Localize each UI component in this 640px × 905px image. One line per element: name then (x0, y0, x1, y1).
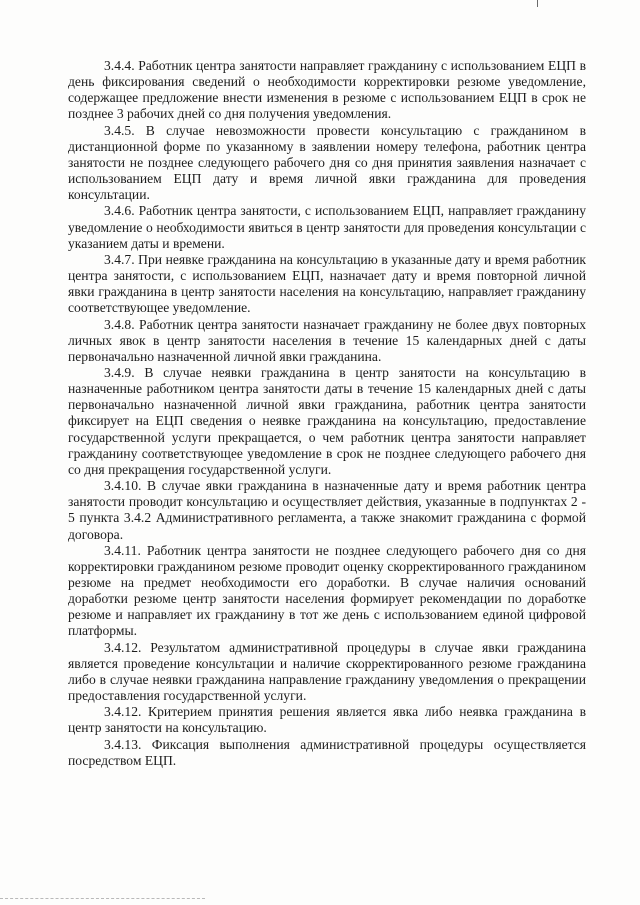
paragraph-3-4-5: 3.4.5. В случае невозможности провести консультацию с гражданином в дистанционной форме по указанному в заявлении номеру телефона, работник центра занятости не позднее следующего рабочего дня со дня принятия заявления назначает с использованием ЕЦП дату и время личной явки гражданина для проведения консультации. (68, 122, 586, 203)
paragraph-3-4-4: 3.4.4. Работник центра занятости направляет гражданину с использованием ЕЦП в день фиксирования сведений о необходимости корректировки резюме уведомление, содержащее предложение внести изменения в резюме с использованием ЕЦП в срок не позднее 3 рабочих дней со дня получения уведомления. (68, 58, 586, 122)
scan-mark (537, 0, 538, 7)
paragraph-3-4-12-result: 3.4.12. Результатом административной процедуры в случае явки гражданина является проведение консультации и наличие скорректированного резюме гражданина либо в случае неявки гражданина направление гражданину уведомления о прекращении предоставления государственной услуги. (68, 639, 586, 704)
paragraph-3-4-8: 3.4.8. Работник центра занятости назначает гражданину не более двух повторных личных явок в центр занятости населения в течение 15 календарных дней с даты первоначально назначенной личной явки гражданина. (68, 316, 586, 364)
paragraph-3-4-10: 3.4.10. В случае явки гражданина в назначенные дату и время работник центра занятости проводит консультацию и осуществляет действия, указанные в подпунктах 2 - 5 пункта 3.4.2 Административного регламента, а также знакомит гражданина с формой договора. (68, 478, 586, 542)
document-body (68, 58, 586, 769)
paragraph-3-4-9: 3.4.9. В случае неявки гражданина в центр занятости на консультацию в назначенные работником центра занятости даты в течение 15 календарных дней с даты первоначально назначенной личной явки гражданина, работник центра занятости фиксирует на ЕЦП сведения о неявке гражданина на консультацию, предоставление государственной услуги прекращается, о чем работник центра занятости направляет гражданину соответствующее уведомление в срок не позднее следующего рабочего дня со дня прекращения государственной услуги. (68, 364, 586, 477)
paragraph-3-4-12-criterion: 3.4.12. Критерием принятия решения является явка либо неявка гражданина в центр занятости на консультацию. (68, 704, 586, 736)
scan-artifact-line (0, 898, 205, 899)
paragraph-3-4-13: 3.4.13. Фиксация выполнения административной процедуры осуществляется посредством ЕЦП. (68, 736, 586, 768)
paragraph-3-4-7: 3.4.7. При неявке гражданина на консультацию в указанные дату и время работник центра занятости, с использованием ЕЦП, назначает дату и время повторной личной явки гражданина в центр занятости населения на консультацию, направляет гражданину соответствующее уведомление. (68, 251, 586, 316)
paragraph-3-4-6: 3.4.6. Работник центра занятости, с использованием ЕЦП, направляет гражданину уведомление о необходимости явиться в центр занятости для проведения консультации с указанием даты и времени. (68, 203, 586, 251)
paragraph-3-4-11: 3.4.11. Работник центра занятости не позднее следующего рабочего дня со дня корректировки гражданином резюме проводит оценку скорректированного гражданином резюме на предмет необходимости его доработки. В случае наличия оснований доработки резюме центр занятости населения формирует рекомендации по доработке резюме и направляет их гражданину в тот же день с использованием единой цифровой платформы. (68, 542, 586, 639)
